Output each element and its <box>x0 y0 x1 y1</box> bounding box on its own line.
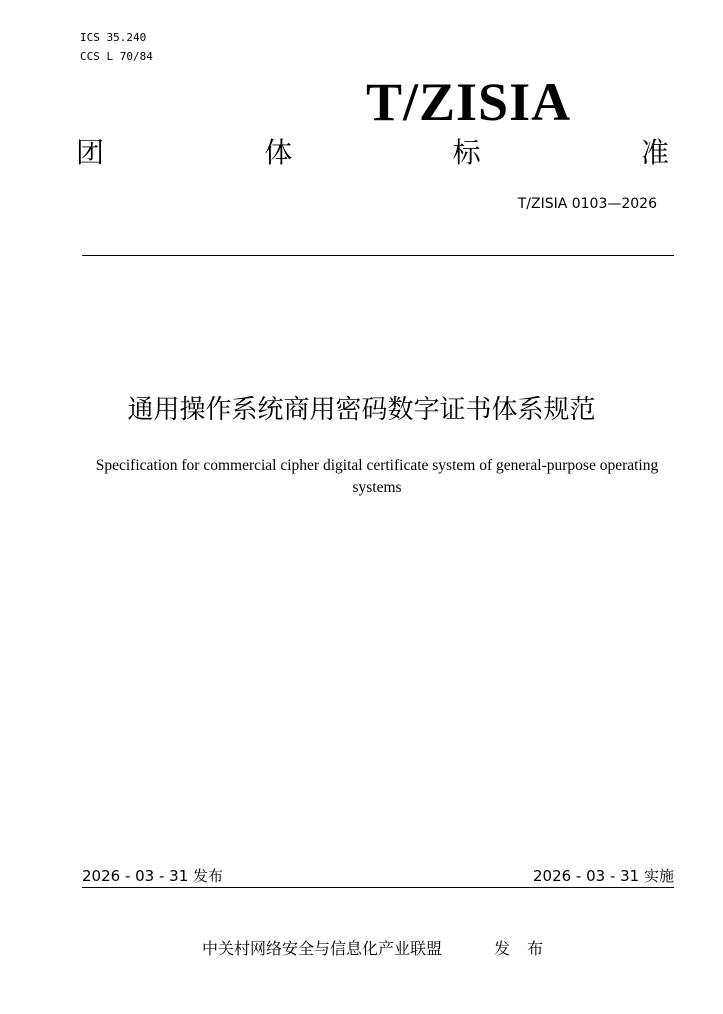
standard-type-heading <box>76 134 669 172</box>
publisher-name: 中关村网络安全与信息化产业联盟 <box>202 939 443 958</box>
standard-type-char: 体 <box>264 136 293 169</box>
document-title-english: Specification for commercial cipher digital certificate system of general-purpose operating systems <box>95 457 659 496</box>
header-divider <box>82 255 674 256</box>
standard-number: T/ZISIA 0103—2026 <box>517 196 657 212</box>
ccs-code: CCS L 70/84 <box>80 50 153 63</box>
ics-code: ICS 35.240 <box>80 31 147 44</box>
implementation-date: 2026 - 03 - 31 实施 <box>532 867 674 885</box>
footer-divider <box>82 887 674 888</box>
document-title-chinese: 通用操作系统商用密码数字证书体系规范 <box>127 395 596 425</box>
standard-brand-logo: T/ZISIA <box>366 72 572 132</box>
standard-type-char: 标 <box>452 136 481 169</box>
standard-type-char: 准 <box>640 136 669 169</box>
publish-label: 发 布 <box>494 939 550 958</box>
standard-type-char: 团 <box>76 136 105 169</box>
issue-date: 2026 - 03 - 31 发布 <box>82 867 224 885</box>
